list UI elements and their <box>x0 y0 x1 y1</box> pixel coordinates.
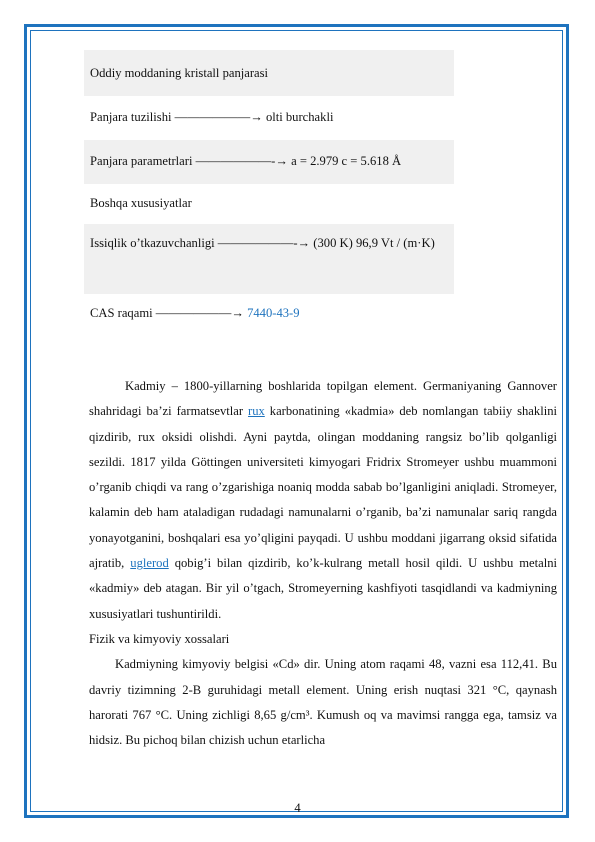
paragraph-text: karbonatining «kadmia» deb nomlangan tabiiy shaklini qizdirib, rux oksidi olishdi. Ayni paytda, olingan moddaning rangsiz bo’lib qolganligi sezildi. 1817 yilda Göttingen universiteti kimyogari Fridrix Stromeyer ushbu muammoni o’rganib chiqdi va rang o’zgarishiga noaniq modda sabab bo’lganligini aniqladi. Stromeyer, kalamin deb ham ataladigan rudadagi namunalarni o’rganib, ba’zi namunalar sariq rangda yonayotganini, boshqalari esa yo’qligini payqadi. U ushbu moddani jigarrang oksid sifatida ajratib, <box>89 404 557 571</box>
table-row-text: Issiqlik o’tkazuvchanligi ——————-→ (300 K) 96,9 Vt / (m·K) <box>90 236 435 250</box>
paragraph-text: qobig’i bilan qizdirib, ko’k-kulrang metall hosil qildi. U ushbu metalni «kadmiy» deb atagan. Bir yil o’tgach, Stromeyerning kashfiyoti tasqidlandi va kadmiyning xususiyatlari tushuntirildi. <box>89 556 557 621</box>
cas-number-link[interactable]: 7440-43-9 <box>247 306 300 320</box>
properties-paragraph: Kadmiyning kimyoviy belgisi «Cd» dir. Uning atom raqami 48, vazni esa 112,41. Bu davriy tizimning 2-B guruhidagi metall element. Uning erish nuqtasi 321 °C, qaynash harorati 767 °C. Uning zichligi 8,65 g/cm³. Kumush oq va mavimsi rangga ega, tamsiz va hidsiz. Bu pichoq bilan chizish uchun etarlicha <box>89 657 557 748</box>
table-row-text: Boshqa xususiyatlar <box>90 196 192 210</box>
table-row-lattice-structure <box>84 96 454 140</box>
body-text <box>89 374 557 753</box>
rux-link[interactable]: rux <box>248 404 265 419</box>
uglerod-link[interactable]: uglerod <box>130 556 169 571</box>
table-row-cas-number <box>84 294 454 336</box>
table-row-text: Panjara tuzilishi ——————→ olti burchakli <box>90 110 334 124</box>
table-row-thermal-conductivity <box>84 224 454 294</box>
table-row-text: Panjara parametrlari ——————-→ a = 2.979 c = 5.618 Å <box>90 154 402 168</box>
history-paragraph <box>89 374 557 627</box>
table-row-label: CAS raqami ——————→ <box>90 306 248 320</box>
table-row-other-properties <box>84 184 454 224</box>
paragraph-text: Kadmiy – 1800-yillarning boshlarida topilgan element. Germaniyaning Gannover shahridagi ba’zi farmatsevtlar <box>89 379 557 419</box>
table-row-lattice-parameters <box>84 140 454 184</box>
properties-table <box>84 50 454 336</box>
table-row-text: Oddiy moddaning kristall panjarasi <box>90 66 269 80</box>
table-row-crystal-lattice <box>84 50 454 96</box>
section-heading: Fizik va kimyoviy xossalari <box>89 631 230 646</box>
page-number: 4 <box>294 801 301 815</box>
